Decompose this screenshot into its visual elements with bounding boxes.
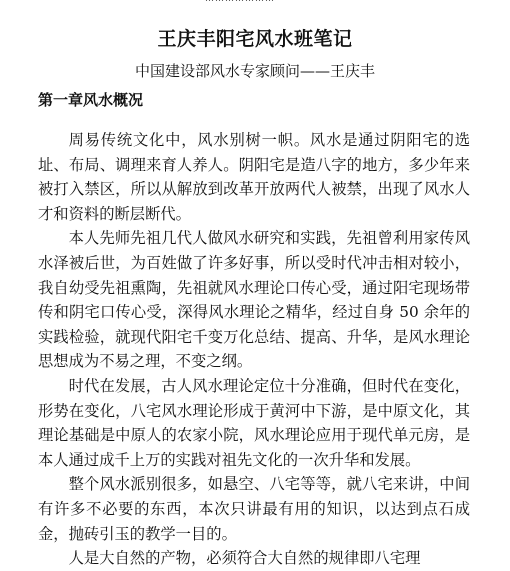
paragraph: 整个风水派别很多，如悬空、八宅等等，就八宅来讲，中间有许多不必要的东西，本次只讲最有用的知识，以达到点石成金，抛砖引玉的教学一目的。 [38,475,470,543]
body-text [38,128,470,571]
paragraph: 本人先师先祖几代人做风水研究和实践，先祖曾利用家传风水泽被后世，为百姓做了许多好事，所以受时代冲击相对较小，我自幼受先祖熏陶，先祖就风水理论口传心受，通过阳宅现场带传和阴宅口传心受，深得风水理论之精华，经过自身 50 余年的实践检验，就现代阳宅千变万化总结、提高、升华，是风水理论思想成为不易之理，不变之纲。 [38,229,470,371]
paragraph: 时代在发展，古人风水理论定位十分准确，但时代在变化，形势在变化，八宅风水理论形成于黄河中下游，是中原文化，其理论基础是中原人的农家小院，风水理论应用于现代单元房，是本人通过成千上万的实践对祖先文化的一次升华和发展。 [38,376,470,469]
paragraph: 周易传统文化中，风水别树一帜。风水是通过阴阳宅的选址、布局、调理来育人养人。阴阳宅是造八字的地方，多少年来被打入禁区，所以从解放到改革开放两代人被禁，出现了风水人才和资料的断层断代。 [38,131,470,223]
paragraph: 人是大自然的产物，必须符合大自然的规律即八宅理 [68,549,421,568]
header-fragment [205,0,275,4]
document-subtitle: 中国建设部风水专家顾问——王庆丰 [134,62,375,80]
document-title: 王庆丰阳宅风水班笔记 [157,28,353,50]
chapter-heading: 第一章风水概况 [38,91,144,109]
